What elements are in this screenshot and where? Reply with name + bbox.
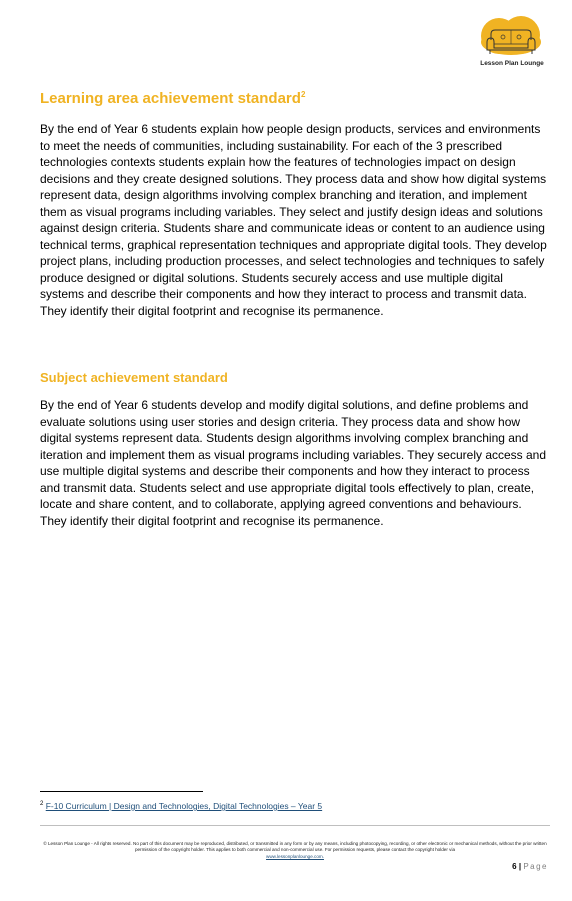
page-label: Page <box>523 862 548 871</box>
learning-area-heading: Learning area achievement standard$^2$ <box>40 90 306 107</box>
page-number-value: 6 <box>512 862 517 871</box>
footer-copyright <box>40 841 550 860</box>
logo-text: Lesson Plan Lounge <box>480 60 544 67</box>
footnote-link[interactable]: F-10 Curriculum | Design and Technologies, Digital Technologies – Year 5 <box>45 801 323 811</box>
subject-achievement-heading: Subject achievement standard <box>40 370 228 385</box>
page-number <box>512 862 548 871</box>
lesson-plan-lounge-logo <box>477 16 547 72</box>
learning-area-paragraph: By the end of Year 6 students explain how people design products, services and environments to meet the needs of communities, including sustainability. For each of the 3 prescribed technologies contexts students explain how the features of technologies impact on design decisions and they create designed solutions. They process data and show how digital systems represent data, design algorithms involving complex branching and iteration, and implement them as visual programs including variables. They select and justify design ideas and solutions against design criteria. Students share and communicate ideas or content to an audience using technical terms, graphical representation techniques and appropriate digital tools. They develop project plans, including production processes, and select technologies and techniques to safely produce designed or digital solutions. Students securely access and use multiple digital systems and describe their components and how they interact to process and transmit data. They identify their digital footprint and recognise its permanence. <box>40 122 547 318</box>
footnote-number: 2 <box>40 801 44 808</box>
website-link[interactable]: www.lessonplanlounge.com. <box>266 853 324 859</box>
page-separator: | <box>518 862 522 871</box>
sofa-logo-icon <box>477 16 547 62</box>
subject-achievement-paragraph: By the end of Year 6 students develop and modify digital solutions, and define problems and evaluate solutions using user stories and design criteria. They process data and show how digital systems represent data. Students design algorithms involving complex branching and iteration and implement them as visual programs including variables. They securely access and use multiple digital systems and describe their components and how they interact to process and transmit data. Students select and use appropriate digital tools effectively to plan, create, locate and share content, and to collaborate, applying agreed conventions and behaviours. They identify their digital footprint and recognise its permanence. <box>40 398 547 528</box>
footnote <box>40 801 322 811</box>
footnote-reference[interactable]: 2 <box>300 90 306 99</box>
footer-divider <box>40 825 550 826</box>
footnote-divider <box>40 791 203 792</box>
copyright-text: © Lesson Plan Lounge - All rights reserved. No part of this document may be reproduced, distributed, or transmitted in any form or by any means, including photocopying, recording, or other electronic or mechanical methods, without the prior written permission of the copyright holder. This applies to both commercial and non-commercial use. For permission requests, please contact the copyright holder via <box>43 841 547 853</box>
